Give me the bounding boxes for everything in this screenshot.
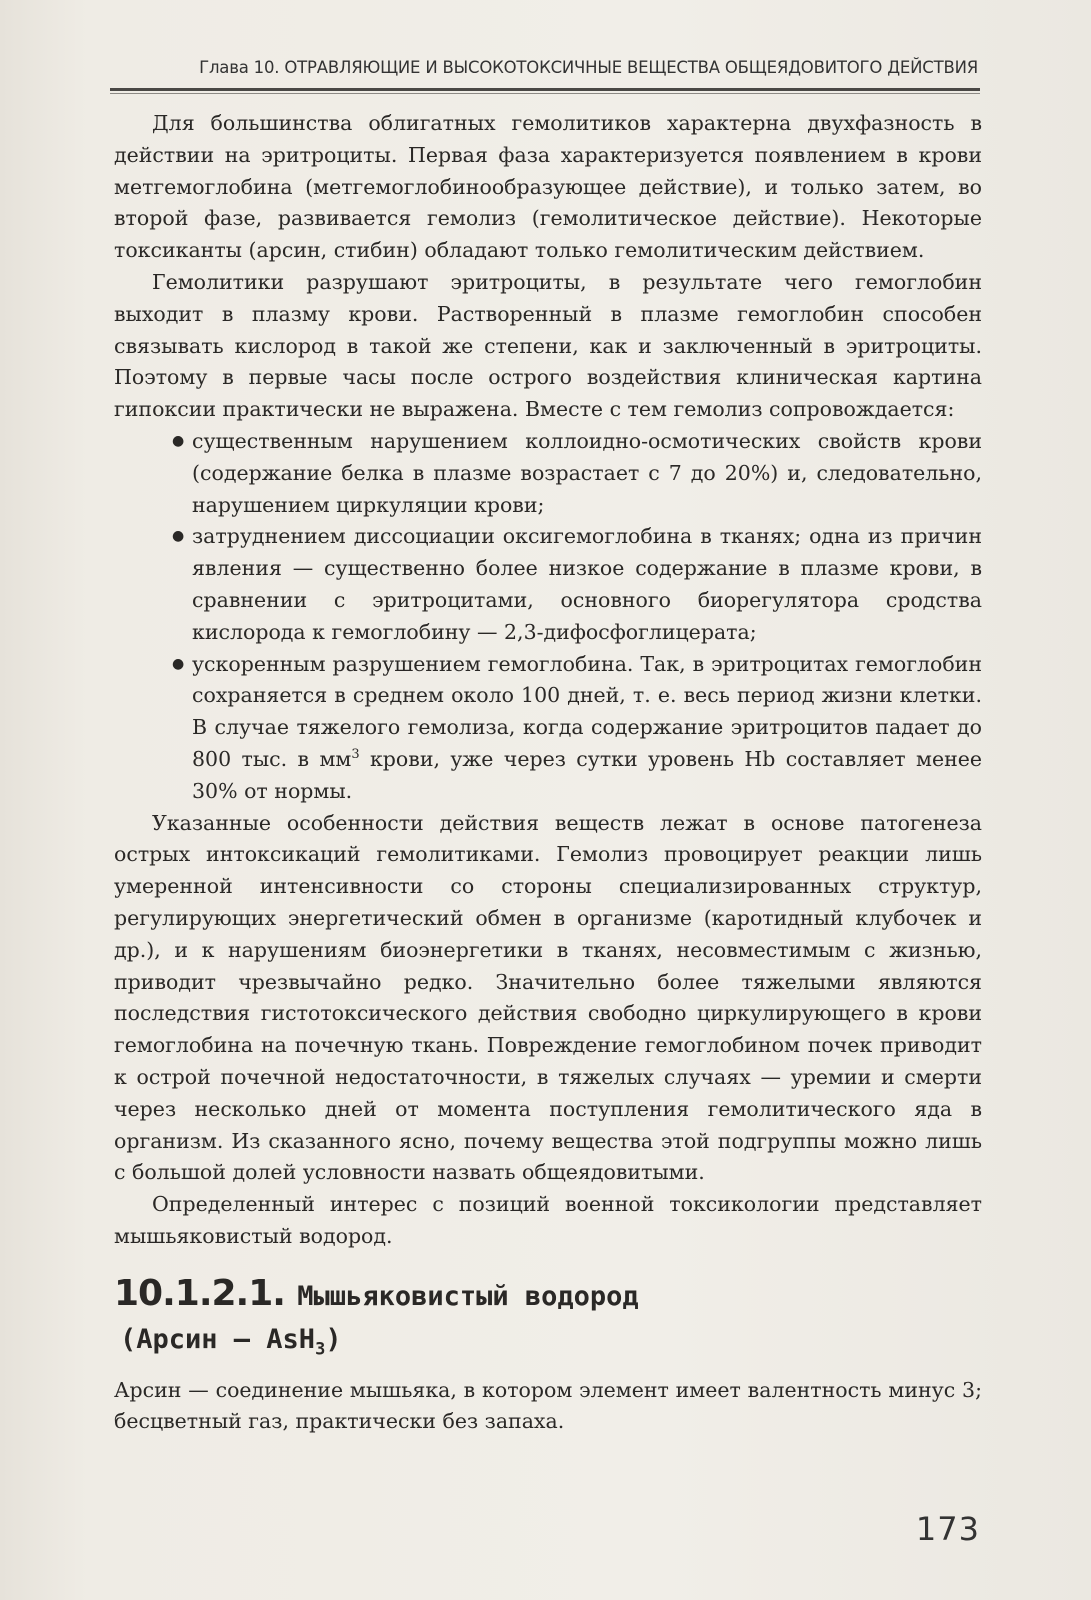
- running-head: Глава 10. ОТРАВЛЯЮЩИЕ И ВЫСОКОТОКСИЧНЫЕ ВЕЩЕСТВА ОБЩЕЯДОВИТОГО ДЕЙСТВИЯ: [199, 58, 978, 77]
- paragraph: Определенный интерес с позиций военной токсикологии представляет мышьяковистый водород.: [114, 1192, 982, 1248]
- header-rule-thin: [110, 93, 980, 94]
- superscript: 3: [351, 747, 360, 763]
- list-item: [172, 649, 983, 808]
- bullet-icon: ●: [172, 655, 185, 672]
- bullet-icon: ●: [172, 528, 185, 545]
- list-item: [172, 521, 982, 648]
- section-title: Мышьяковистый водород: [297, 1280, 639, 1312]
- list-item-text: затруднением диссоциации оксигемоглобина в тканях; одна из причин явления — существенно более низкое содержание в плазме крови, в сравнении с эритроцитами, основного биорегулятора сродства кислорода к гемоглобину — 2,3-дифосфоглицерата;: [192, 524, 982, 644]
- bullet-list: [114, 426, 982, 808]
- list-item-text: ускоренным разрушением гемоглобина. Так, в эритроцитах гемоглобин сохраняется в среднем около 100 дней, т. е. весь период жизни клетки. В случае тяжелого гемолиза, когда содержание эритроцитов падает до 800 тыс. в мм: [192, 651, 982, 771]
- paragraph: Гемолитики разрушают эритроциты, в результате чего гемоглобин выходит в плазму крови. Растворенный в плазме гемоглобин способен связывать кислород в такой же степени, как и заключенный в эритроциты. Поэтому в первые часы после острого воздействия клиническая картина гипоксии практически не выражена. Вместе с тем гемолиз сопровождается:: [114, 269, 982, 422]
- list-item-text: крови, уже через сутки уровень Hb составляет менее 30% от нормы.: [192, 746, 983, 803]
- paragraph: Указанные особенности действия веществ лежат в основе патогенеза острых интоксикаций гемолитиками. Гемолиз провоцирует реакции лишь умеренной интенсивности со стороны специализированных структур, регулирующих энергетический обмен в организме (каротидный клубочек и др.), и к нарушениям биоэнергетики в тканях, несовместимым с жизнью, приводит чрезвычайно редко. Значительно более тяжелыми являются последствия гистотоксического действия свободно циркулирующего в крови гемоглобина на почечную ткань. Повреждение гемоглобином почек приводит к острой почечной недостаточности, в тяжелых случаях — уремии и смерти через несколько дней от момента поступления гемолитического яда в организм. Из сказанного ясно, почему вещества этой подгруппы можно лишь с большой долей условности назвать общеядовитыми.: [114, 810, 982, 1185]
- page-number: 173: [915, 1510, 980, 1548]
- list-item: [172, 426, 982, 521]
- body-text: [114, 108, 982, 1438]
- list-item-text: существенным нарушением коллоидно-осмотических свойств крови (содержание белка в плазме возрастает с 7 до 20%) и, следовательно, нарушением циркуляции крови;: [192, 428, 982, 517]
- bullet-icon: ●: [172, 432, 185, 449]
- section-heading: [114, 1273, 982, 1361]
- section-number: 10.1.2.1.: [114, 1272, 285, 1314]
- paragraph: Для большинства облигатных гемолитиков характерна двухфазность в действии на эритроциты. Первая фаза характеризуется появлением в крови метгемоглобина (метгемоглобинообразующее действие), и только затем, во второй фазе, развивается гемолиз (гемолитическое действие). Некоторые токсиканты (арсин, стибин) обладают только гемолитическим действием.: [114, 111, 982, 263]
- header-rule: [110, 88, 980, 91]
- paragraph: Арсин — соединение мышьяка, в котором элемент имеет валентность минус 3; бесцветный газ, практически без запаха.: [114, 1377, 982, 1434]
- section-subtitle: (Арсин — AsH$_3$): [120, 1323, 342, 1360]
